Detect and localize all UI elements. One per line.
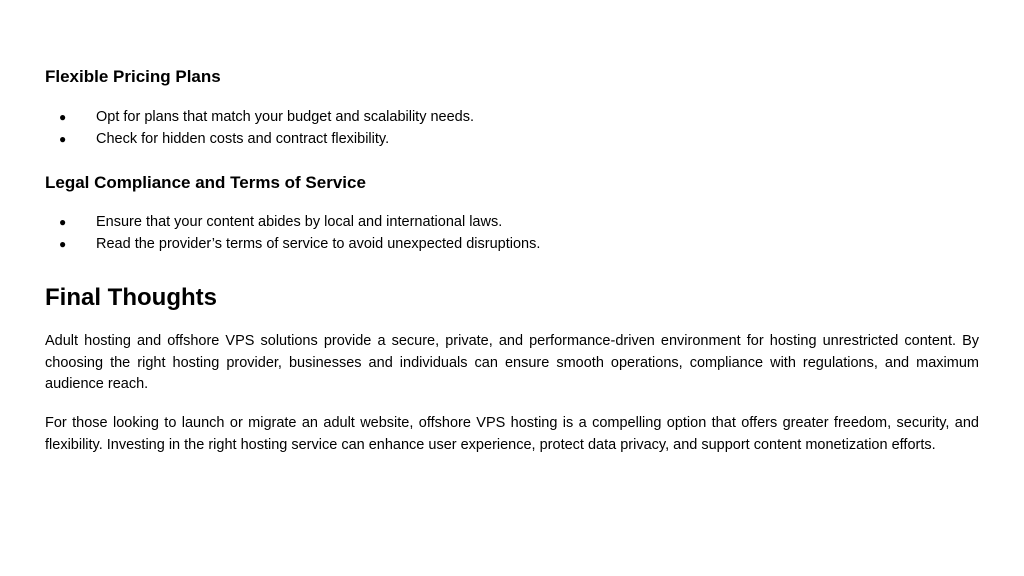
legal-list — [45, 212, 979, 255]
bullet-icon: ● — [59, 215, 67, 229]
bullet-icon: ● — [59, 110, 67, 124]
list-item — [45, 107, 979, 129]
pricing-list — [45, 107, 979, 150]
bullet-icon: ● — [59, 131, 67, 146]
list-item — [45, 129, 979, 151]
list-item-text: Read the provider’s terms of service to avoid unexpected disruptions. — [96, 235, 541, 252]
list-item — [45, 234, 979, 256]
pricing-heading: Flexible Pricing Plans — [45, 67, 221, 86]
list-item — [45, 212, 979, 234]
list-item-text: Opt for plans that match your budget and scalability needs. — [96, 109, 475, 125]
legal-heading: Legal Compliance and Terms of Service — [45, 173, 366, 192]
bullet-icon: ● — [59, 236, 67, 251]
list-item-text: Check for hidden costs and contract flexibility. — [96, 130, 390, 147]
final-paragraph-1: Adult hosting and offshore VPS solutions provide a secure, private, and performance-driven environment for hosting unrestricted content. By choosing the right hosting provider, businesses and individuals can ensure smooth operations, compliance with regulations, and maximum audience reach. — [45, 333, 979, 393]
final-paragraph-2: For those looking to launch or migrate an adult website, offshore VPS hosting is a compelling option that offers greater freedom, security, and flexibility. Investing in the right hosting service can enhance user experience, protect data privacy, and support content monetization efforts. — [45, 415, 979, 453]
final-thoughts-heading: Final Thoughts — [45, 284, 217, 311]
list-item-text: Ensure that your content abides by local and international laws. — [96, 214, 503, 230]
